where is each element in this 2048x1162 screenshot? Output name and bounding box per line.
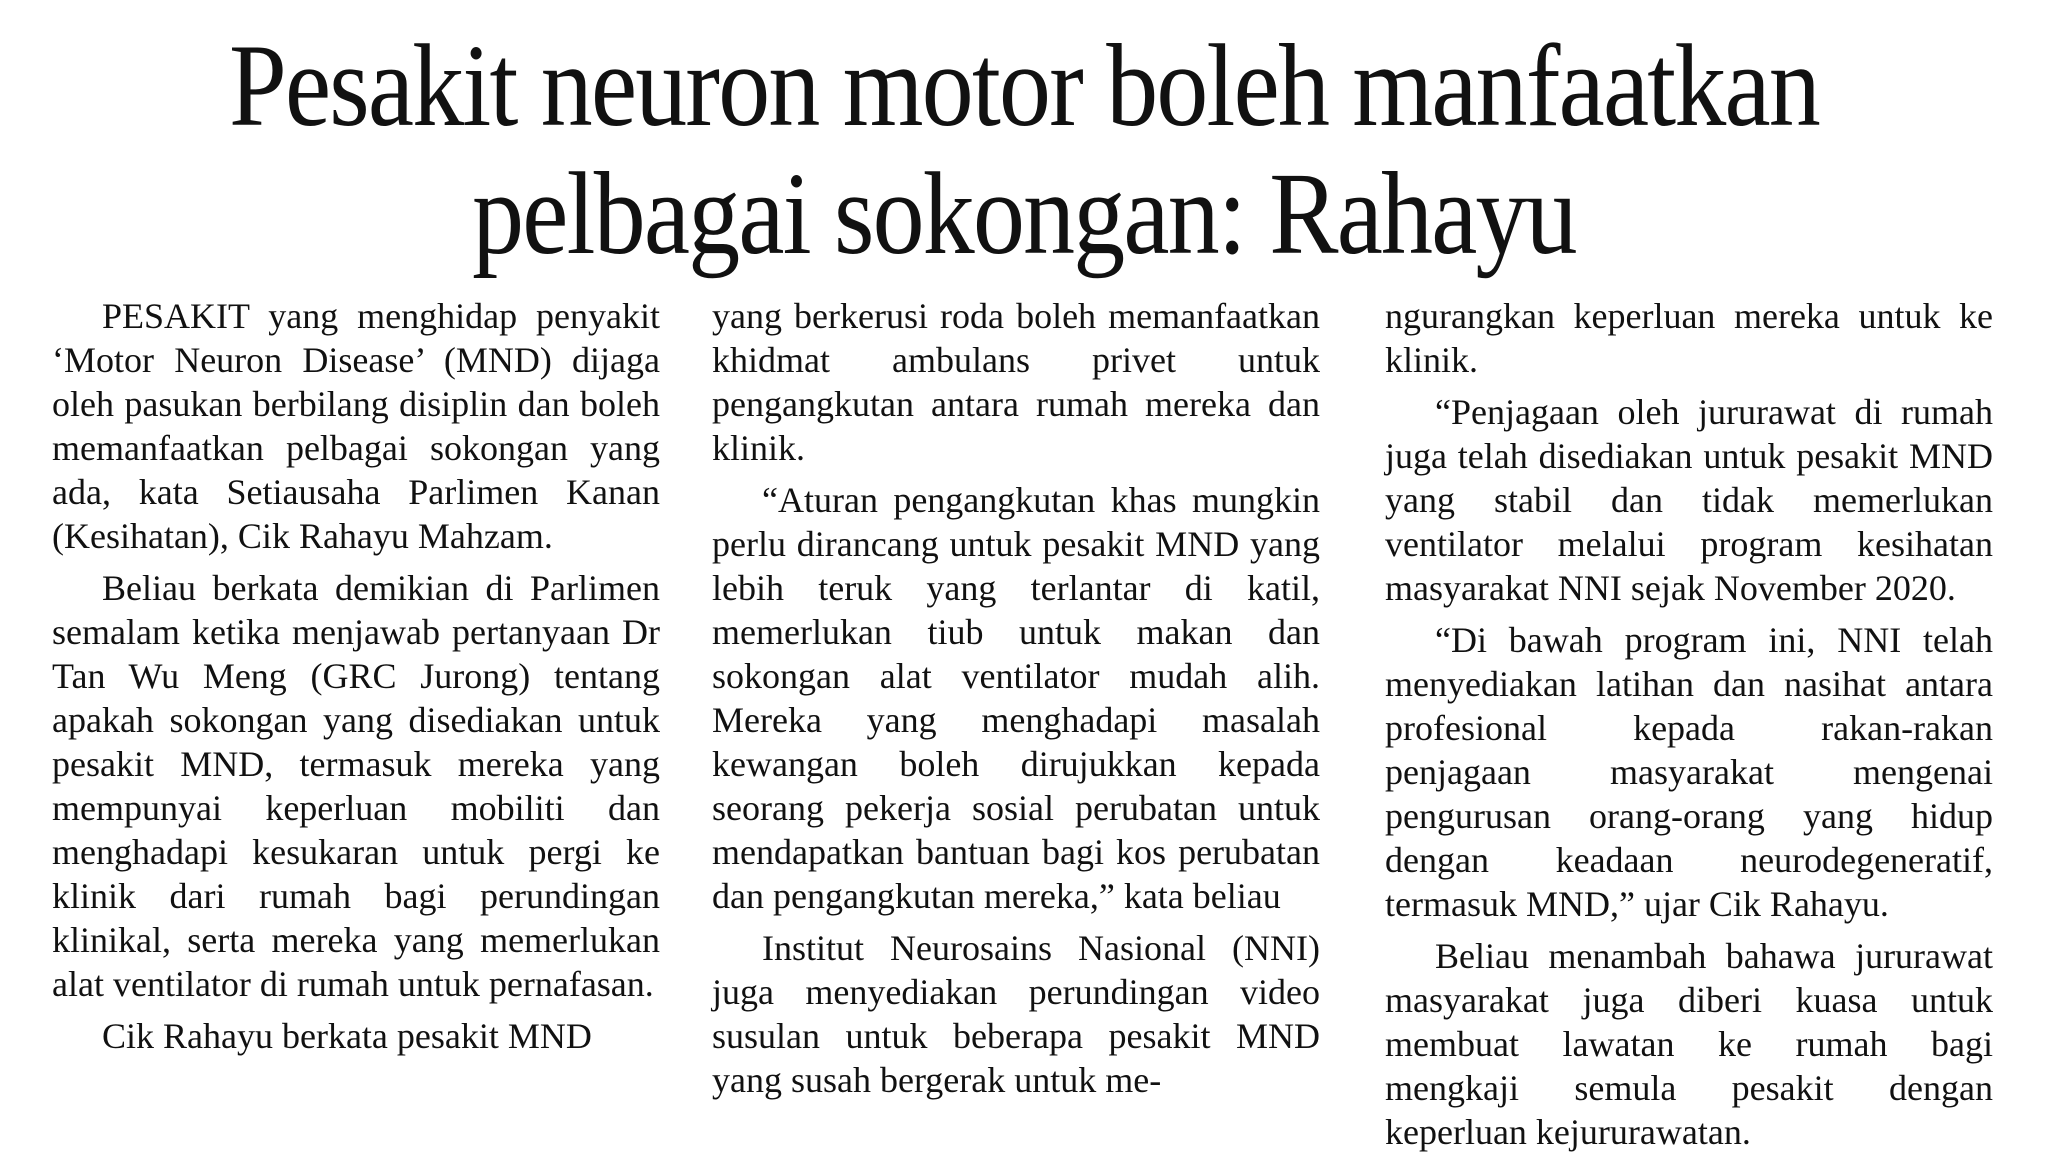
paragraph: ngurangkan keperluan mereka untuk ke klinik. (1385, 296, 1993, 380)
headline-line-2: pelbagai sokongan: Rahayu (472, 148, 1576, 279)
article-column-2 (712, 294, 1320, 1110)
paragraph: yang berkerusi roda boleh memanfaatkan khidmat ambulans privet untuk pengangkutan antara rumah mereka dan klinik. (712, 296, 1320, 468)
article-column-1 (52, 294, 660, 1066)
paragraph: Cik Rahayu berkata pesakit MND (102, 1016, 592, 1056)
paragraph: PESAKIT yang menghidap penyakit ‘Motor Neuron Disease’ (MND) dijaga oleh pasukan berbilang disiplin dan boleh memanfaatkan pelbagai sokongan yang ada, kata Setiausaha Parlimen Kanan (Kesihatan), Cik Rahayu Mahzam. (52, 296, 660, 556)
paragraph: “Aturan pengangkutan khas mungkin perlu dirancang untuk pesakit MND yang lebih teruk yang terlantar di katil, memerlukan tiub untuk makan dan sokongan alat ventilator mudah alih. Mereka yang menghadapi masalah kewangan boleh dirujukkan kepada seorang pekerja sosial perubatan untuk mendapatkan bantuan bagi kos perubatan dan pengangkutan mereka,” kata beliau (712, 480, 1320, 916)
paragraph: Beliau menambah bahawa jururawat masyarakat juga diberi kuasa untuk membuat lawatan ke rumah bagi mengkaji semula pesakit dengan keperluan kejururawatan. (1385, 936, 1993, 1152)
headline (123, 22, 1925, 278)
paragraph: Institut Neurosains Nasional (NNI) juga menyediakan perundingan video susulan untuk beberapa pesakit MND yang susah bergerak untuk me- (712, 928, 1320, 1100)
paragraph: “Penjagaan oleh jururawat di rumah juga telah disediakan untuk pesakit MND yang stabil dan tidak memerlukan ventilator melalui program kesihatan masyarakat NNI sejak November 2020. (1385, 392, 1993, 608)
paragraph: “Di bawah program ini, NNI telah menyediakan latihan dan nasihat antara profesional kepada rakan-rakan penjagaan masyarakat mengenai pengurusan orang-orang yang hidup dengan keadaan neurodegeneratif, termasuk MND,” ujar Cik Rahayu. (1385, 620, 1993, 924)
paragraph: Beliau berkata demikian di Parlimen semalam ketika menjawab pertanyaan Dr Tan Wu Meng (GRC Jurong) tentang apakah sokongan yang disediakan untuk pesakit MND, termasuk mereka yang mempunyai keperluan mobiliti dan menghadapi kesukaran untuk pergi ke klinik dari rumah bagi perundingan klinikal, serta mereka yang memerlukan alat ventilator di rumah untuk pernafasan. (52, 568, 660, 1004)
article-column-3 (1385, 294, 1993, 1162)
headline-line-1: Pesakit neuron motor boleh manfaatkan (228, 20, 1820, 151)
